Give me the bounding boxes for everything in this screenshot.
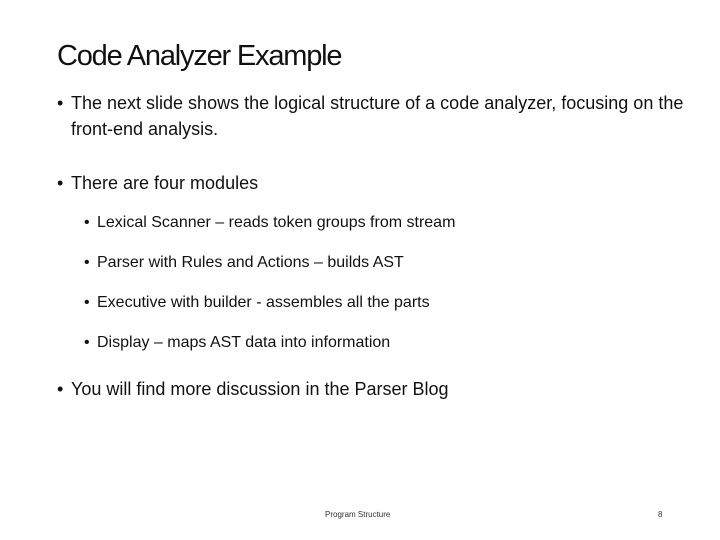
sub-bullet-item <box>57 332 697 354</box>
sub-bullet-text: Executive with builder - assembles all the parts <box>97 294 430 311</box>
sub-bullet-item <box>57 292 697 314</box>
bullet-dot: • <box>57 173 64 193</box>
bullet-item <box>57 170 697 196</box>
footer-text: Program Structure <box>325 510 391 519</box>
sub-bullet-item <box>57 252 697 274</box>
sub-bullet-dot: • <box>84 254 90 271</box>
sub-bullet-dot: • <box>84 214 90 231</box>
bullet-item <box>57 90 697 142</box>
bullet-dot: • <box>57 379 64 399</box>
bullet-text: The next slide shows the logical structure of a code analyzer, focusing on the front-end analysis. <box>71 93 684 139</box>
bullet-text: You will find more discussion in the Parser Blog <box>71 379 449 399</box>
sub-bullet-text: Display – maps AST data into information <box>97 334 391 351</box>
sub-bullet-text: Lexical Scanner – reads token groups from stream <box>97 214 456 231</box>
sub-bullet-dot: • <box>84 294 90 311</box>
sub-bullet-dot: • <box>84 334 90 351</box>
sub-bullet-text: Parser with Rules and Actions – builds AST <box>97 254 404 271</box>
bullet-item <box>57 376 697 402</box>
bullet-list <box>57 90 697 402</box>
bullet-text: There are four modules <box>71 173 259 193</box>
page-number: 8 <box>658 510 663 519</box>
sub-bullet-item <box>57 212 697 234</box>
bullet-dot: • <box>57 93 64 113</box>
slide-title: Code Analyzer Example <box>57 40 342 72</box>
